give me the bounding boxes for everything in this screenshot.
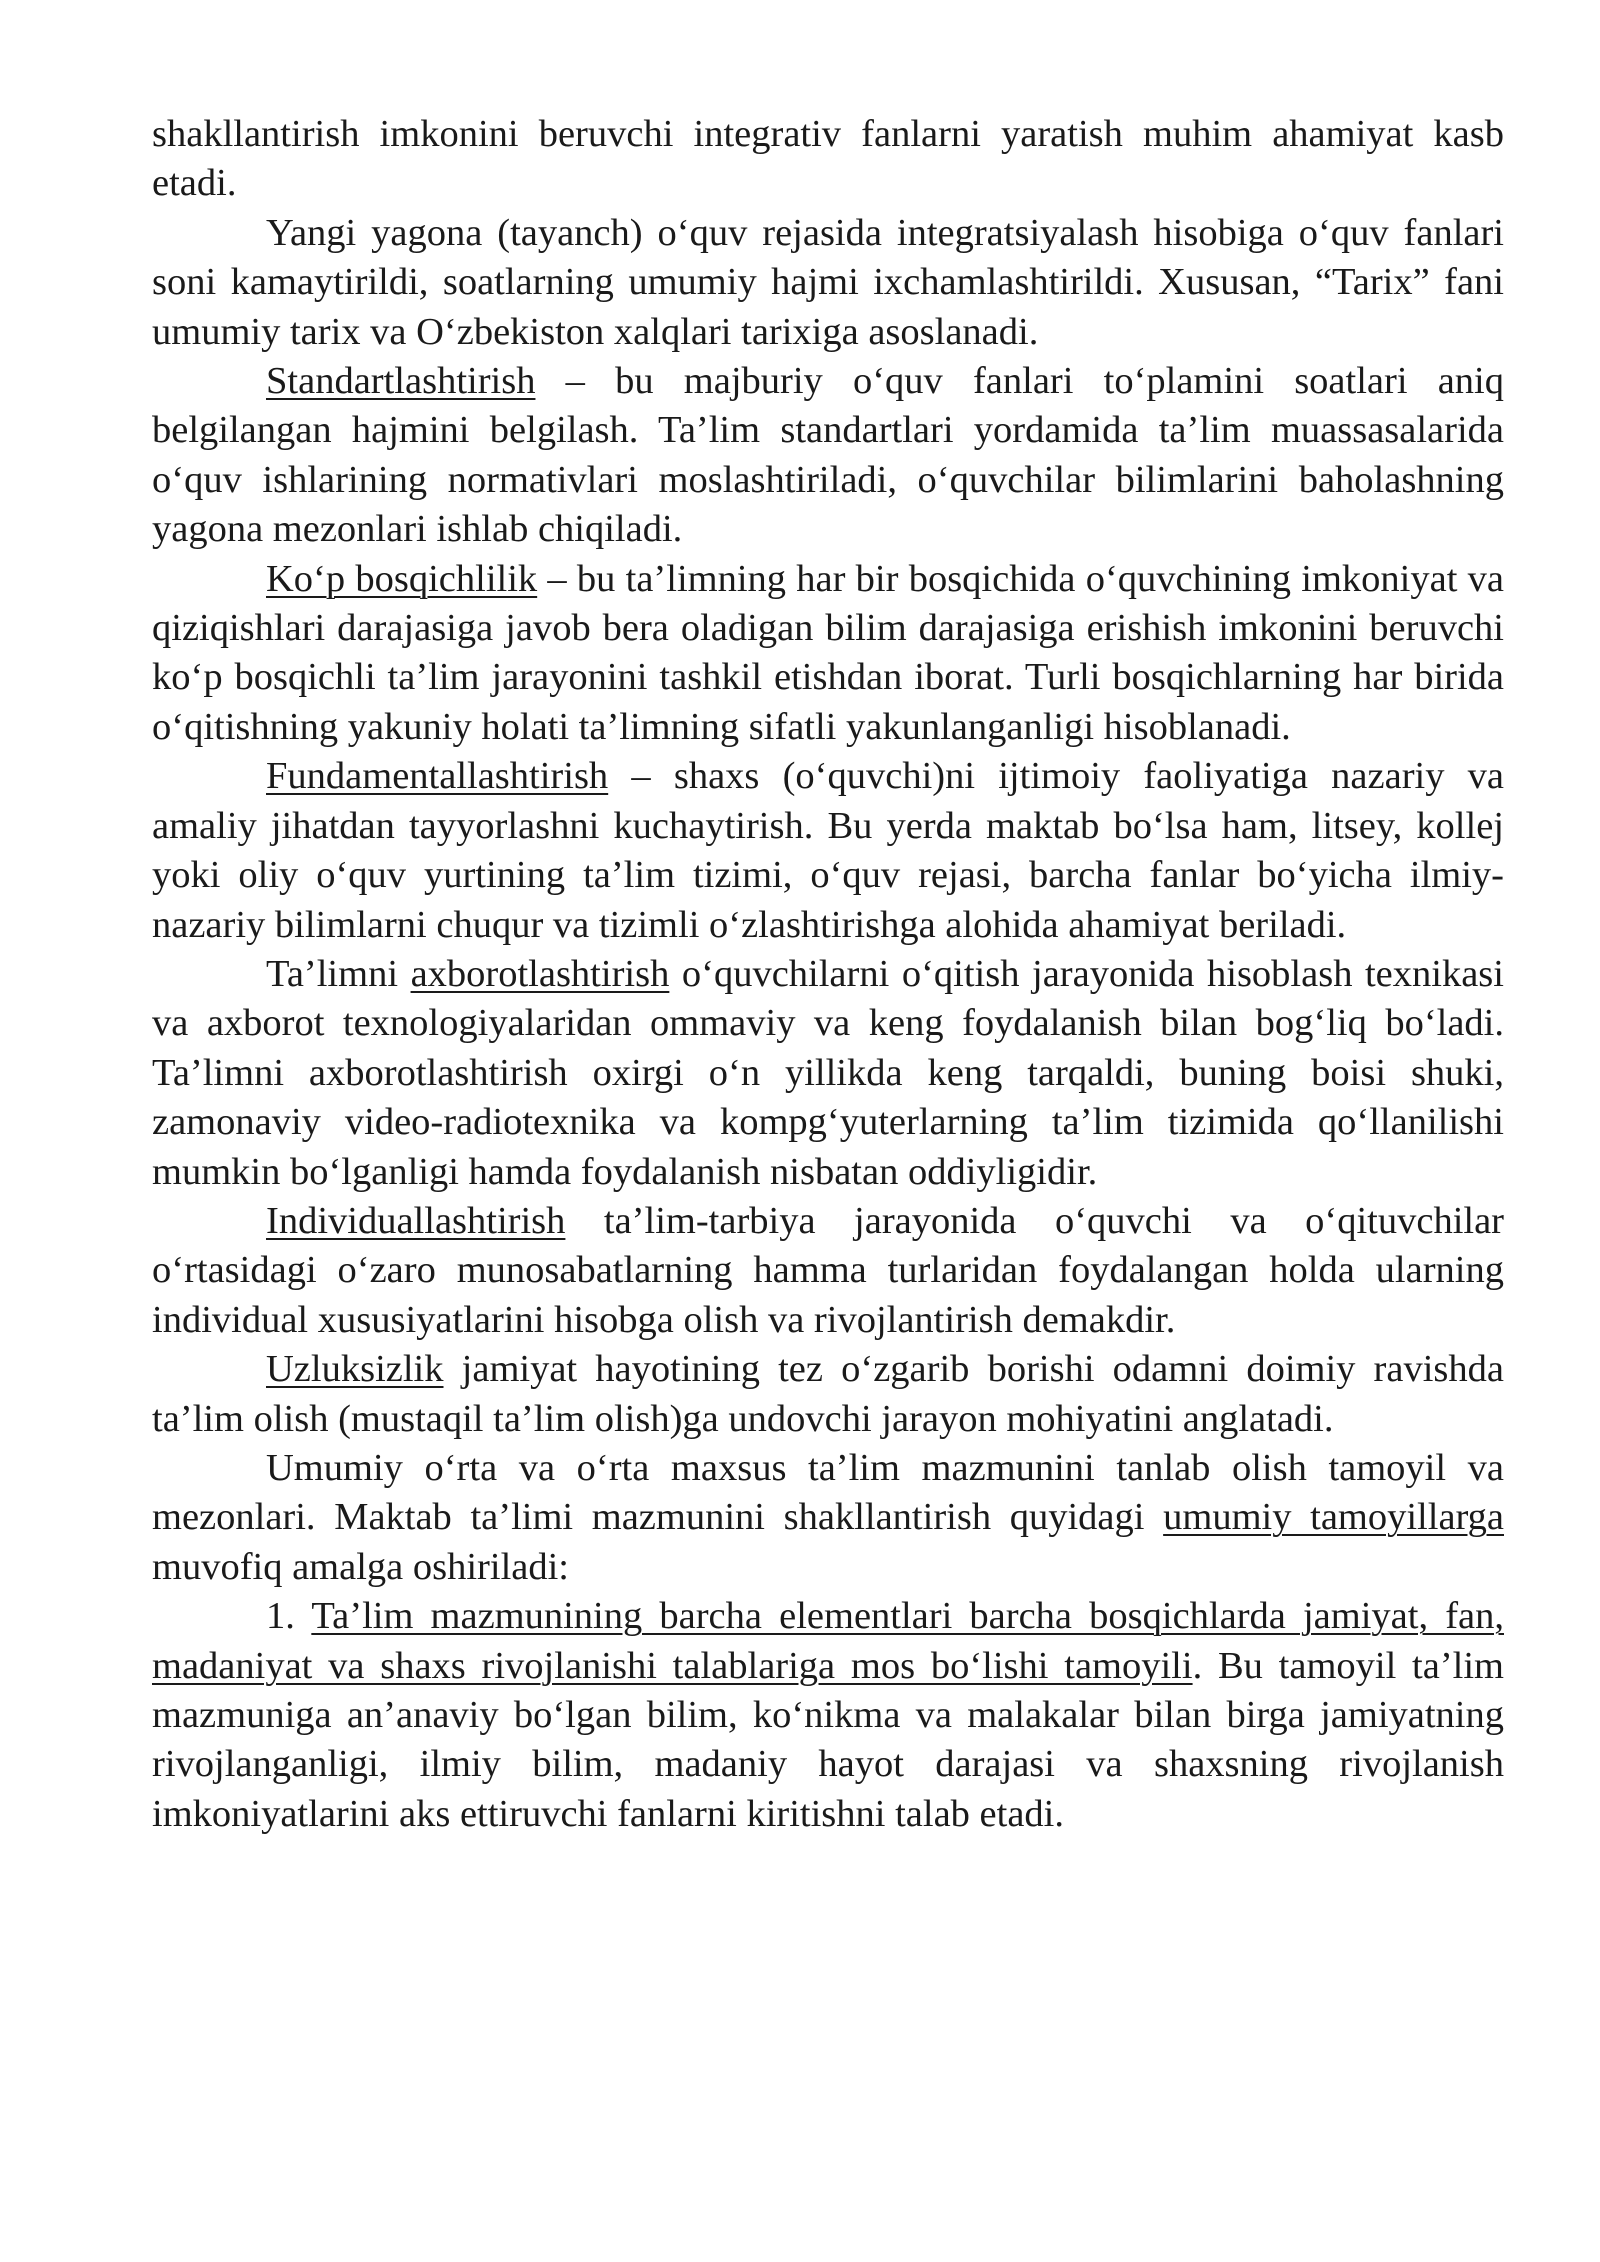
paragraph bbox=[152, 1345, 1504, 1444]
term-individuallashtirish: Individuallashtirish bbox=[266, 1199, 566, 1242]
paragraph bbox=[152, 209, 1504, 357]
paragraph-text: – bu ta’limning har bir bosqichida o‘quvchining imkoniyat va qiziqishlari darajasiga javob bera oladigan bilim darajasiga erishish imkonini beruvchi ko‘p bosqichli ta’lim jarayonini tashkil etishdan iborat. Turli bosqichlarning har birida o‘qitishning yakuniy holati ta’limning sifatli yakunlanganligi hisoblanadi. bbox=[152, 557, 1504, 748]
paragraph-text: shakllantirish imkonini beruvchi integrativ fanlarni yaratish muhim ahamiyat kasb etadi. bbox=[152, 113, 1504, 205]
paragraph-text: – shaxs (o‘quvchi)ni ijtimoiy faoliyatiga nazariy va amaliy jihatdan tayyorlashni kuchaytirish. Bu yerda maktab bo‘lsa ham, litsey, kollej yoki oliy o‘quv yurtining ta’lim tizimi, o‘quv rejasi, barcha fanlar bo‘yicha ilmiy-nazariy bilimlarni chuqur va tizimli o‘zlashtirishga alohida ahamiyat beriladi. bbox=[152, 755, 1504, 946]
paragraph bbox=[152, 1592, 1504, 1839]
paragraph-text: Ta’limni bbox=[266, 952, 411, 995]
term-kop-bosqichlilik: Ko‘p bosqichlilik bbox=[266, 557, 538, 600]
paragraph-text: muvofiq amalga oshiriladi: bbox=[152, 1545, 569, 1588]
term-axborotlashtirish: axborotlashtirish bbox=[410, 952, 670, 995]
paragraph bbox=[152, 357, 1504, 555]
term-fundamentallashtirish: Fundamentallashtirish bbox=[266, 755, 609, 798]
paragraph bbox=[152, 950, 1504, 1197]
term-standartlashtirish: Standartlashtirish bbox=[266, 360, 536, 403]
paragraph bbox=[152, 1444, 1504, 1592]
paragraph-text: Umumiy o‘rta va o‘rta maxsus ta’lim mazmunini tanlab olish tamoyil va mezonlari. Maktab ta’limi mazmunini shakllantirish quyidagi bbox=[152, 1446, 1504, 1539]
paragraph-text: . Bu tamoyil ta’lim mazmuniga an’anaviy bo‘lgan bilim, ko‘nikma va malakalar bilan birga jamiyatning rivojlanganligi, ilmiy bilim, madaniy hayot darajasi va shaxsning rivojlanish imkoniyatlarini aks ettiruvchi fanlarni kiritishni talab etadi. bbox=[152, 1644, 1504, 1835]
paragraph-text: o‘quvchilarni o‘qitish jarayonida hisoblash texnikasi va axborot texnologiyalaridan ommaviy va keng foydalanish bilan bog‘liq bo‘ladi. Ta’limni axborotlashtirish oxirgi o‘n yillikda keng tarqaldi, buning boisi shuki, zamonaviy video-radiotexnika va kompg‘yuterlarning ta’lim tizimida qo‘llanilishi mumkin bo‘lganligi hamda foydalanish nisbatan oddiyligidir. bbox=[152, 952, 1504, 1193]
term-uzluksizlik: Uzluksizlik bbox=[266, 1348, 444, 1391]
paragraph-text: Yangi yagona (tayanch) o‘quv rejasida integratsiyalash hisobiga o‘quv fanlari soni kamaytirildi, soatlarning umumiy hajmi ixchamlashtirildi. Xususan, “Tarix” fani umumiy tarix va O‘zbekiston xalqlari tarixiga asoslanadi. bbox=[152, 211, 1504, 353]
term-umumiy-tamoyillarga: umumiy tamoyillarga bbox=[1163, 1496, 1504, 1539]
paragraph bbox=[152, 1197, 1504, 1345]
paragraph-text: jamiyat hayotining tez o‘zgarib borishi odamni doimiy ravishda ta’lim olish (mustaqil ta’lim olish)ga undovchi jarayon mohiyatini anglatadi. bbox=[152, 1348, 1504, 1440]
paragraph bbox=[152, 752, 1504, 950]
document-page bbox=[152, 110, 1504, 1839]
list-number: 1. bbox=[266, 1595, 312, 1638]
paragraph-text: – bu majburiy o‘quv fanlari to‘plamini soatlari aniq belgilangan hajmini belgilash. Ta’lim standartlari yordamida ta’lim muassasalarida o‘quv ishlarining normativlari moslashtiriladi, o‘quvchilar bilimlarini baholashning yagona mezonlari ishlab chiqiladi. bbox=[152, 360, 1504, 551]
paragraph bbox=[152, 110, 1504, 209]
paragraph-text: ta’lim-tarbiya jarayonida o‘quvchi va o‘qituvchilar o‘rtasidagi o‘zaro munosabatlarning hamma turlaridan foydalangan holda ularning individual xususiyatlarini hisobga olish va rivojlantirish demakdir. bbox=[152, 1199, 1504, 1341]
principle-title: Ta’lim mazmunining barcha elementlari barcha bosqichlarda jamiyat, fan, madaniyat va shaxs rivojlanishi talablariga mos bo‘lishi tamoyili bbox=[152, 1595, 1504, 1687]
paragraph bbox=[152, 555, 1504, 753]
